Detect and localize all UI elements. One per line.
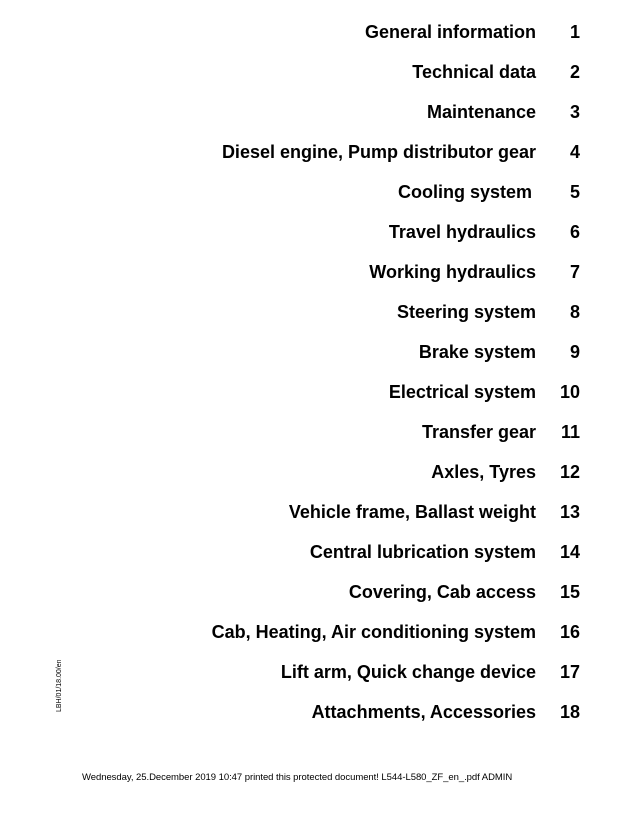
toc-entry-title: Brake system <box>418 342 536 362</box>
toc-entry-title: Maintenance <box>426 102 536 122</box>
toc-entry-title: Cooling system <box>397 182 532 202</box>
toc-entry[interactable] <box>0 657 638 687</box>
toc-entry[interactable] <box>0 17 638 47</box>
toc-entry-title: Cab, Heating, Air conditioning system <box>211 622 536 642</box>
toc-entry[interactable] <box>0 57 638 87</box>
toc-entry[interactable] <box>0 97 638 127</box>
toc-entry-number: 3 <box>569 102 580 122</box>
toc-entry-title: Axles, Tyres <box>431 462 536 482</box>
toc-entry-number: 18 <box>559 702 580 722</box>
toc-entry[interactable] <box>0 217 638 247</box>
toc-entry-title: Working hydraulics <box>369 262 536 282</box>
toc-entry-number: 4 <box>569 142 580 162</box>
toc-entry[interactable] <box>0 457 638 487</box>
toc-entry-title: General information <box>364 22 536 42</box>
toc-entry-number: 12 <box>559 462 580 482</box>
toc-entry[interactable] <box>0 177 638 207</box>
toc-entry-number: 16 <box>559 622 580 642</box>
toc-entry[interactable] <box>0 297 638 327</box>
toc-entry[interactable] <box>0 337 638 367</box>
toc-entry[interactable] <box>0 417 638 447</box>
toc-entry-title: Steering system <box>396 302 536 322</box>
toc-entry-title: Attachments, Accessories <box>311 702 536 722</box>
toc-entry-number: 10 <box>559 382 580 402</box>
toc-entry-title: Covering, Cab access <box>348 582 536 602</box>
toc-entry-title: Vehicle frame, Ballast weight <box>288 502 536 522</box>
toc-entry-number: 2 <box>569 62 580 82</box>
toc-entry-title: Central lubrication system <box>309 542 536 562</box>
toc-entry-number: 1 <box>569 22 580 42</box>
toc-entry-title: Lift arm, Quick change device <box>280 662 536 682</box>
toc-entry-number: 17 <box>559 662 580 682</box>
toc-entry-number: 13 <box>559 502 580 522</box>
toc-entry[interactable] <box>0 257 638 287</box>
toc-entry[interactable] <box>0 497 638 527</box>
toc-entry-title: Diesel engine, Pump distributor gear <box>221 142 536 162</box>
toc-entry-number: 8 <box>569 302 580 322</box>
toc-entry-title: Travel hydraulics <box>388 222 536 242</box>
toc-entry[interactable] <box>0 697 638 727</box>
toc-entry[interactable] <box>0 377 638 407</box>
toc-entry-number: 15 <box>559 582 580 602</box>
document-code: LBH/01/18.00/en <box>56 659 63 712</box>
toc-entry-title: Technical data <box>412 62 536 82</box>
toc-entry-number: 9 <box>569 342 580 362</box>
toc-entry-number: 7 <box>569 262 580 282</box>
toc-entry[interactable] <box>0 617 638 647</box>
toc-entry-title: Electrical system <box>388 382 536 402</box>
toc-entry[interactable] <box>0 537 638 567</box>
toc-entry-number: 14 <box>559 542 580 562</box>
toc-entry-title: Transfer gear <box>421 422 536 442</box>
print-footer: Wednesday, 25.December 2019 10:47 printed this protected document! L544-L580_ZF_en_.pdf ADMIN <box>82 772 513 783</box>
toc-entry-number: 5 <box>569 182 580 202</box>
toc-entry-number: 6 <box>569 222 580 242</box>
toc-entry[interactable] <box>0 137 638 167</box>
toc-entry[interactable] <box>0 577 638 607</box>
toc-entry-number: 11 <box>560 422 580 442</box>
